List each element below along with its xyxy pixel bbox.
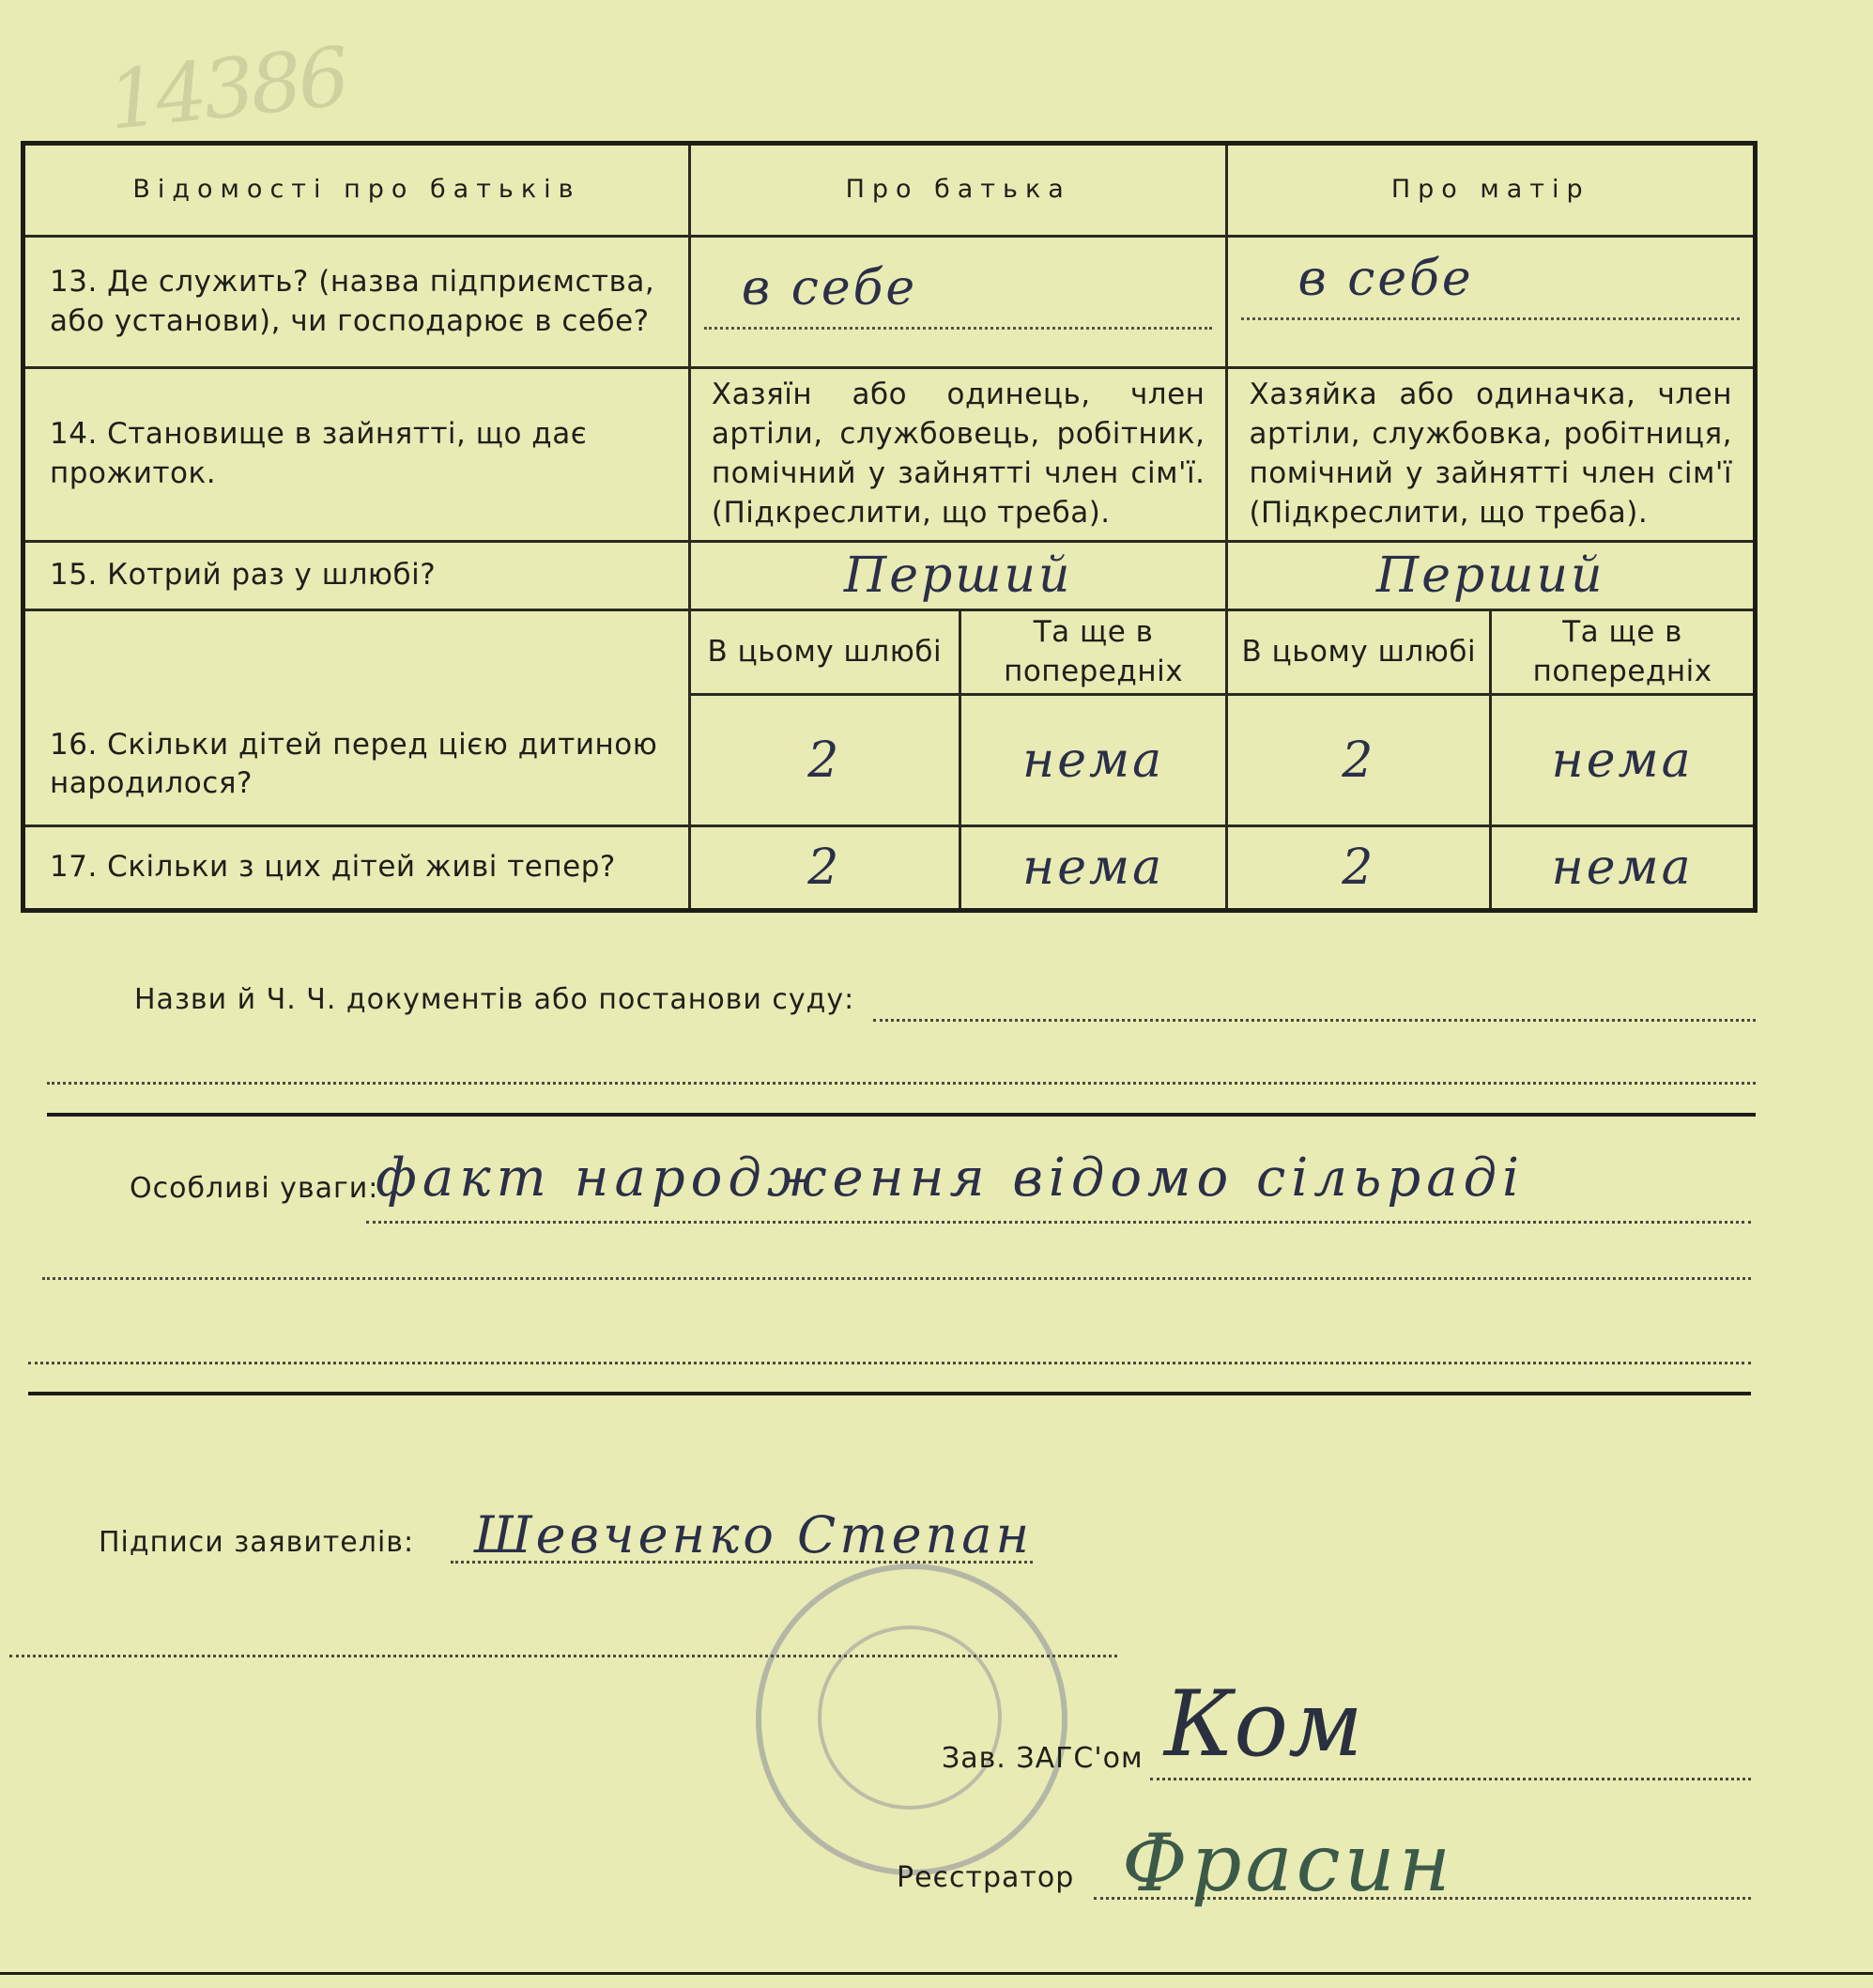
q13-father-answer: в себе [741,259,918,316]
q16-father-prev-value: нема [1021,732,1165,789]
q17-father-prev [960,826,1227,911]
q16-question [23,610,690,826]
q13-mother-answer: в себе [1297,250,1474,307]
registrar-signature: Фрасин [1122,1817,1455,1909]
q16-number: 16. [50,727,98,762]
parents-info-table [21,141,1758,913]
q14-mother-options: Хазяйка або одиначка, член артіли, службовка, робітниця, помічний у зайнятті член сім'ї (Підкреслити, що треба). [1227,368,1756,542]
remarks-line-3 [28,1362,1751,1364]
subheader-father-this-marriage: В цьому шлюбі [689,610,960,695]
q15-text: Котрий раз у шлюбі? [107,558,437,593]
q17-mother-this [1227,826,1491,911]
table-header-row [23,144,1756,237]
subheader-mother-this-marriage: В цьому шлюбі [1227,610,1491,695]
header-father: Про батька [689,144,1227,237]
subheader-mother-previous: Та ще в попередніх [1491,610,1756,695]
registrar-signature-label: Реєстратор [897,1861,1075,1894]
q16-father-this-value: 2 [807,732,842,789]
q17-mother-prev [1491,826,1756,911]
q15-mother-answer-cell [1227,542,1756,610]
row-q15 [23,542,1756,610]
q16-mother-prev-value: нема [1551,732,1694,789]
q15-father-answer-cell [689,542,1227,610]
q14-text: Становище в зайнятті, що дає прожиток. [50,417,588,490]
registrar-signature-line [1094,1897,1751,1900]
applicants-line-2 [9,1655,1117,1657]
q17-question [23,826,690,911]
applicants-signature: Шевченко Степан [474,1505,1034,1564]
archive-number: 14386 [103,30,351,148]
remarks-label: Особливі уваги: [130,1172,379,1205]
header-parents-info: Відомості про батьків [23,144,690,237]
q17-father-this [689,826,960,911]
q17-mother-prev-value: нема [1551,840,1694,897]
head-signature-label: Зав. ЗАГС'ом [942,1742,1144,1775]
q14-question [23,368,690,542]
q13-father-answer-cell [689,237,1227,368]
q14-number: 14. [50,417,98,452]
documents-line-1 [873,1019,1756,1022]
applicants-signature-label: Підписи заявителів: [99,1526,415,1559]
documents-label: Назви й Ч. Ч. документів або постанови суду: [134,983,855,1016]
q15-question [23,542,690,610]
q15-number: 15. [50,558,98,593]
q13-text: Де служить? (назва підприємства, або установи), чи господарює в себе? [50,264,655,338]
header-mother: Про матір [1227,144,1756,237]
applicants-line [451,1561,1033,1564]
remarks-value: факт народження відомо сільраді [376,1148,1526,1209]
q16-father-this [689,695,960,826]
q16-mother-prev [1491,695,1756,826]
q17-number: 17. [50,850,98,885]
q16-text: Скільки дітей перед цією дитиною народилося? [50,727,658,801]
q16-mother-this [1227,695,1491,826]
row-q17 [23,826,1756,911]
q17-father-this-value: 2 [807,840,842,897]
q13-question [23,237,690,368]
subheader-father-previous: Та ще в попередніх [960,610,1227,695]
remarks-separator [28,1392,1751,1395]
q13-mother-answer-cell [1227,237,1756,368]
row-subheaders [23,610,1756,695]
q16-mother-this-value: 2 [1342,732,1376,789]
head-signature: Ком [1164,1672,1363,1777]
q14-father-options: Хазяїн або одинець, член артіли, службовець, робітник, помічний у зайнятті член сім'ї. (Підкреслити, що треба). [689,368,1227,542]
q15-father-answer: Перший [843,547,1073,604]
head-signature-line [1150,1778,1751,1780]
documents-line-2 [47,1082,1756,1085]
q17-text: Скільки з цих дітей живі тепер? [107,850,616,885]
q15-mother-answer: Перший [1375,547,1605,604]
bottom-edge-rule [0,1972,1873,1975]
row-q14 [23,368,1756,542]
remarks-line-1 [366,1221,1751,1224]
q16-father-prev [960,695,1227,826]
q17-mother-this-value: 2 [1342,840,1376,897]
official-stamp [756,1564,1067,1875]
documents-separator [47,1113,1756,1117]
q17-father-prev-value: нема [1021,840,1165,897]
remarks-line-2 [42,1277,1751,1280]
q13-number: 13. [50,264,98,299]
row-q13 [23,237,1756,368]
